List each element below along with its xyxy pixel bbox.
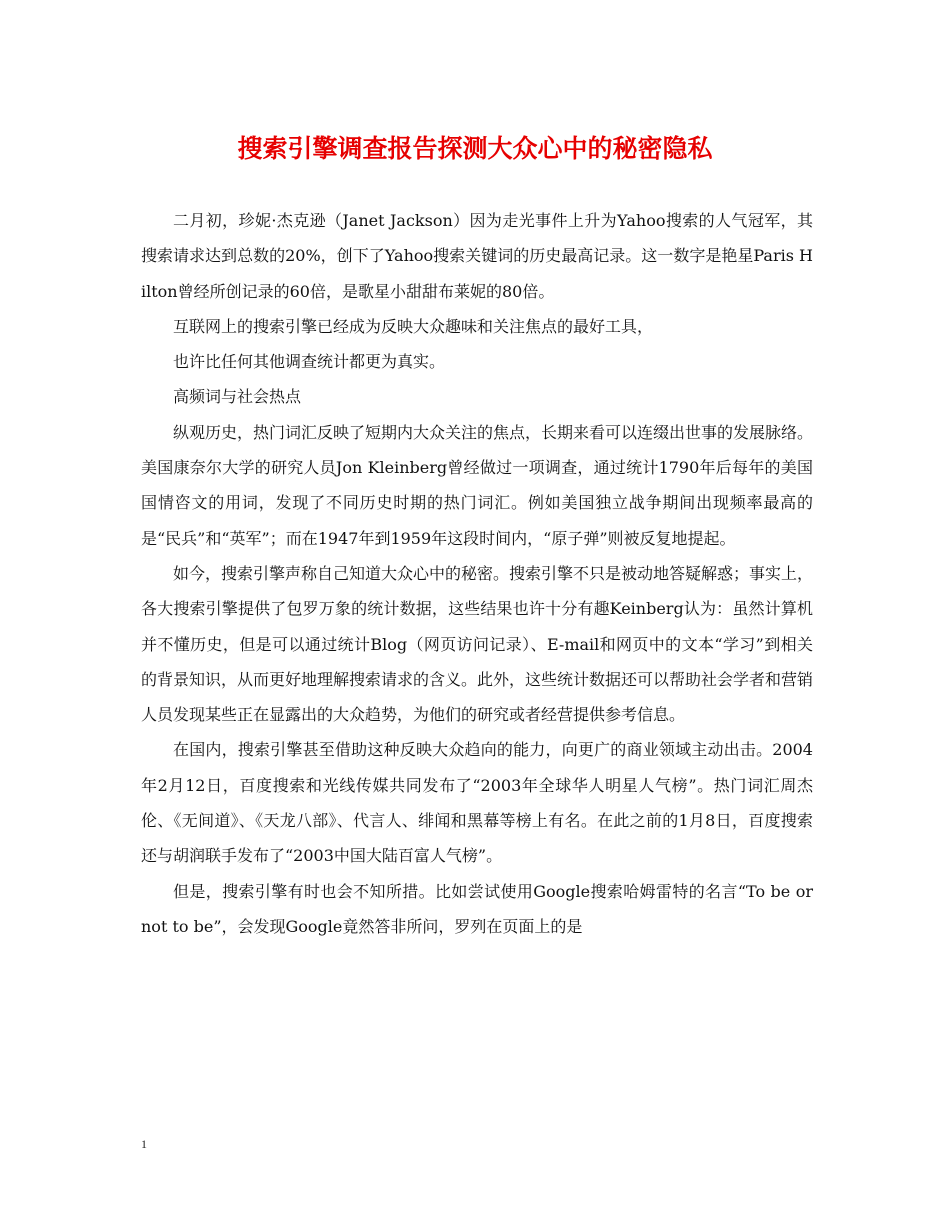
paragraph: 但是，搜索引擎有时也会不知所措。比如尝试使用Google搜索哈姆雷特的名言“To be or not to be”，会发现Google竟然答非所问，罗列在页面上的是 [141, 881, 813, 936]
paragraph: 也许比任何其他调查统计都更为真实。 [173, 352, 446, 372]
document-body [141, 203, 813, 944]
document-title: 搜索引擎调查报告探测大众心中的秘密隐私 [237, 134, 713, 163]
paragraph: 二月初，珍妮·杰克逊（Janet Jackson）因为走光事件上升为Yahoo搜索的人气冠军，其搜索请求达到总数的20%，创下了Yahoo搜索关键词的历史最高记录。这一数字是艳星Paris Hilton曾经所创记录的60倍，是歌星小甜甜布莱妮的80倍。 [141, 211, 813, 301]
paragraph: 互联网上的搜索引擎已经成为反映大众趣味和关注焦点的最好工具， [173, 316, 654, 336]
paragraph: 纵观历史，热门词汇反映了短期内大众关注的焦点，长期来看可以连缀出世事的发展脉络。美国康奈尔大学的研究人员Jon Kleinberg曾经做过一项调查，通过统计1790年后每年的美国国情咨文的用词，发现了不同历史时期的热门词汇。例如美国独立战争期间出现频率最高的是“民兵”和“英军”；而在1947年到1959年这段时间内，“原子弹”则被反复地提起。 [141, 422, 814, 548]
page-number: 1 [141, 1137, 147, 1151]
section-heading: 高频词与社会热点 [173, 387, 302, 407]
paragraph: 在国内，搜索引擎甚至借助这种反映大众趋向的能力，向更广的商业领域主动出击。2004年2月12日，百度搜索和光线传媒共同发布了“2003年全球华人明星人气榜”。热门词汇周杰伦、《无间道》、《天龙八部》、代言人、绯闻和黑幕等榜上有名。在此之前的1月8日，百度搜索还与胡润联手发布了“2003中国大陆百富人气榜”。 [141, 740, 813, 866]
paragraph: 如今，搜索引擎声称自己知道大众心中的秘密。搜索引擎不只是被动地答疑解惑；事实上，各大搜索引擎提供了包罗万象的统计数据，这些结果也许十分有趣Keinberg认为：虽然计算机并不懂历史，但是可以通过统计Blog（网页访问记录）、E-mail和网页中的文本“学习”到相关的背景知识，从而更好地理解搜索请求的含义。此外，这些统计数据还可以帮助社会学者和营销人员发现某些正在显露出的大众趋势，为他们的研究或者经营提供参考信息。 [141, 563, 814, 725]
